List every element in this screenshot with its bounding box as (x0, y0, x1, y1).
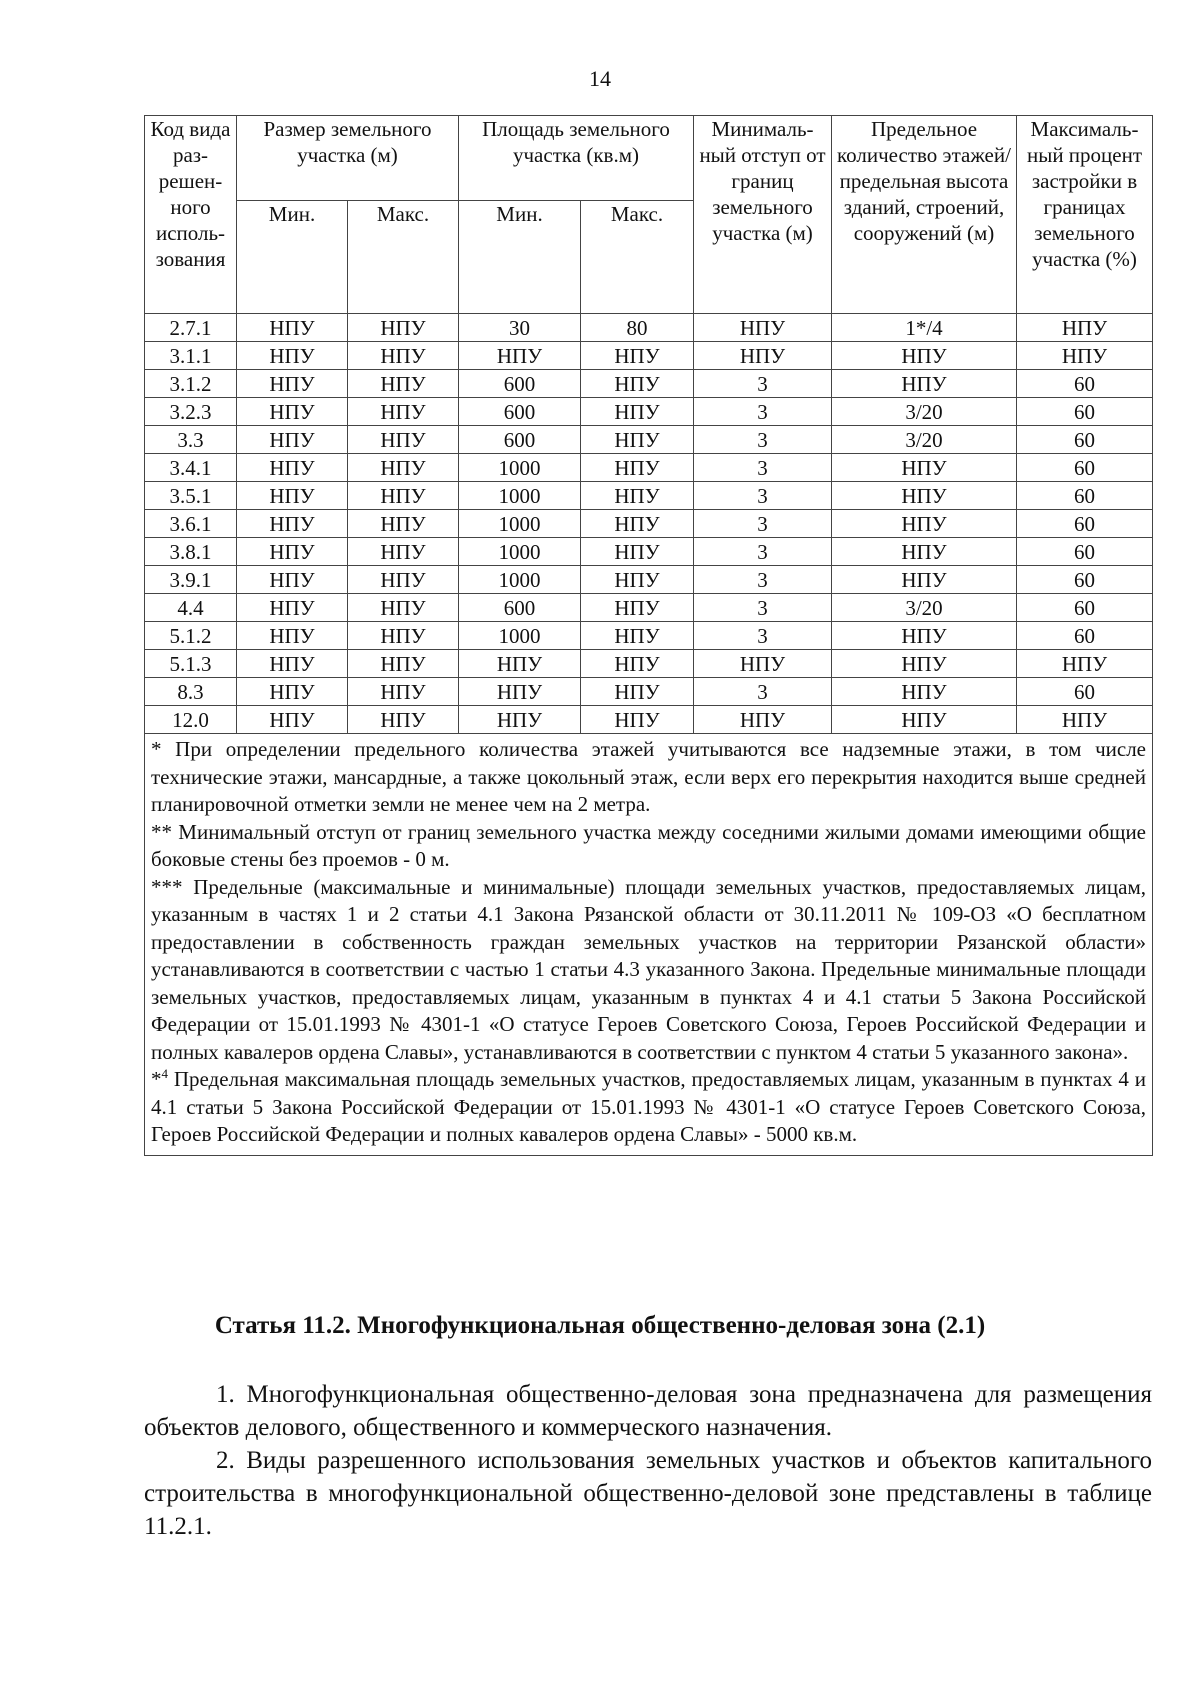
table-cell: 1000 (459, 566, 581, 594)
table-cell: 600 (459, 398, 581, 426)
header-size-min: Мин. (237, 201, 348, 314)
table-cell: 60 (1017, 566, 1153, 594)
table-cell: НПУ (694, 342, 832, 370)
note-4-mark: * (151, 1067, 162, 1091)
table-row (145, 678, 1153, 706)
table-body (145, 314, 1153, 734)
table-cell: НПУ (237, 538, 348, 566)
table-cell: 3/20 (832, 594, 1017, 622)
note-1: * При определении предельного количества этажей учитываются все надземные этажи, в том числе технические этажи, мансардные, а также цокольный этаж, если верх его перекрытия находится выше средней планировочной отметки земли не менее чем на 2 метра. (151, 737, 1146, 816)
table-cell: 60 (1017, 510, 1153, 538)
table-cell: НПУ (237, 650, 348, 678)
table-cell: НПУ (237, 426, 348, 454)
table-cell: НПУ (348, 622, 459, 650)
header-size-max: Макс. (348, 201, 459, 314)
table-cell: НПУ (694, 650, 832, 678)
table-cell: НПУ (581, 510, 694, 538)
table-row (145, 370, 1153, 398)
paragraph-1: 1. Многофункциональная общественно-деловая зона предназначена для размещения объектов делового, общественного и коммерческого назначения. (144, 1381, 1152, 1441)
table-cell: 1000 (459, 510, 581, 538)
table-cell: НПУ (1017, 342, 1153, 370)
table-cell: НПУ (581, 594, 694, 622)
table-cell: 60 (1017, 678, 1153, 706)
table-cell: НПУ (832, 706, 1017, 734)
table-cell: НПУ (832, 538, 1017, 566)
table-cell: НПУ (581, 566, 694, 594)
table-cell: НПУ (237, 622, 348, 650)
table-cell: 3 (694, 454, 832, 482)
table-row (145, 426, 1153, 454)
table-cell: НПУ (348, 678, 459, 706)
table-cell: НПУ (348, 482, 459, 510)
row-code-cell: 5.1.2 (145, 622, 237, 650)
table-cell: 80 (581, 314, 694, 342)
table-cell: 3/20 (832, 426, 1017, 454)
table-cell: 3 (694, 370, 832, 398)
table-cell: НПУ (581, 650, 694, 678)
parameters-table (144, 115, 1153, 1156)
table-cell: НПУ (832, 678, 1017, 706)
table-cell: НПУ (832, 566, 1017, 594)
table-cell: НПУ (581, 482, 694, 510)
header-area-max: Макс. (581, 201, 694, 314)
table-cell: НПУ (237, 678, 348, 706)
table-row (145, 314, 1153, 342)
table-cell: НПУ (581, 538, 694, 566)
table-cell: 1*/4 (832, 314, 1017, 342)
row-code-cell: 4.4 (145, 594, 237, 622)
row-code-cell: 5.1.3 (145, 650, 237, 678)
notes-cell (145, 734, 1153, 1156)
table-cell: 600 (459, 594, 581, 622)
table-cell: НПУ (581, 706, 694, 734)
table-cell: НПУ (1017, 706, 1153, 734)
table-cell: НПУ (348, 706, 459, 734)
table-cell: НПУ (581, 398, 694, 426)
table-cell: 60 (1017, 398, 1153, 426)
table-row (145, 538, 1153, 566)
header-floors: Предельное количество этажей/ предельная высота зданий, строений, сооружений (м) (832, 116, 1017, 314)
table-cell: НПУ (581, 678, 694, 706)
table-cell: НПУ (832, 482, 1017, 510)
table-cell: 600 (459, 370, 581, 398)
table-cell: НПУ (581, 342, 694, 370)
table-row (145, 594, 1153, 622)
table-cell: НПУ (348, 314, 459, 342)
table-cell: НПУ (237, 454, 348, 482)
row-code-cell: 3.3 (145, 426, 237, 454)
table-cell: 60 (1017, 622, 1153, 650)
row-code-cell: 3.1.2 (145, 370, 237, 398)
note-4-sup: 4 (161, 1066, 168, 1081)
header-code: Код вида раз-решен-ного исполь-зования (145, 116, 237, 314)
table-cell: НПУ (459, 342, 581, 370)
table-cell: 3 (694, 594, 832, 622)
table-cell: 3/20 (832, 398, 1017, 426)
table-cell: НПУ (459, 706, 581, 734)
table-cell: 3 (694, 426, 832, 454)
table-cell: НПУ (348, 650, 459, 678)
table-cell: НПУ (237, 566, 348, 594)
table-cell: НПУ (348, 398, 459, 426)
table-cell: НПУ (348, 594, 459, 622)
table-cell: НПУ (348, 370, 459, 398)
table-cell: НПУ (237, 594, 348, 622)
table-cell: 3 (694, 398, 832, 426)
table-cell: НПУ (832, 370, 1017, 398)
table-cell: 3 (694, 510, 832, 538)
table-cell: НПУ (348, 426, 459, 454)
table-cell: НПУ (237, 482, 348, 510)
table-cell: 60 (1017, 538, 1153, 566)
table-row (145, 650, 1153, 678)
table-cell: НПУ (459, 650, 581, 678)
table-cell: 60 (1017, 454, 1153, 482)
table-cell: НПУ (832, 650, 1017, 678)
table-cell: НПУ (348, 454, 459, 482)
table-row (145, 622, 1153, 650)
table-row (145, 342, 1153, 370)
table-cell: 3 (694, 482, 832, 510)
table-cell: НПУ (237, 510, 348, 538)
table-cell: 60 (1017, 482, 1153, 510)
table-cell: НПУ (581, 622, 694, 650)
table-row (145, 398, 1153, 426)
paragraph-2: 2. Виды разрешенного использования земельных участков и объектов капитального строительства в многофункциональной общественно-деловой зоне представлены в таблице 11.2.1. (144, 1447, 1152, 1540)
row-code-cell: 3.5.1 (145, 482, 237, 510)
table-cell: 60 (1017, 594, 1153, 622)
table-cell: НПУ (694, 314, 832, 342)
row-code-cell: 8.3 (145, 678, 237, 706)
table-row (145, 454, 1153, 482)
row-code-cell: 3.8.1 (145, 538, 237, 566)
table-cell: НПУ (581, 426, 694, 454)
table-cell: НПУ (832, 510, 1017, 538)
table-row (145, 510, 1153, 538)
table-cell: НПУ (581, 454, 694, 482)
table-cell: НПУ (348, 538, 459, 566)
header-setback: Минималь-ный отступ от границ земельного участка (м) (694, 116, 832, 314)
header-area-min: Мин. (459, 201, 581, 314)
table-cell: НПУ (832, 454, 1017, 482)
table-row (145, 482, 1153, 510)
article-title: Статья 11.2. Многофункциональная общественно-деловая зона (2.1) (214, 1312, 986, 1339)
row-code-cell: 3.1.1 (145, 342, 237, 370)
table-cell: 3 (694, 538, 832, 566)
table-cell: НПУ (1017, 650, 1153, 678)
header-coverage: Максималь-ный процент застройки в границах земельного участка (%) (1017, 116, 1153, 314)
row-code-cell: 3.9.1 (145, 566, 237, 594)
table-cell: 1000 (459, 482, 581, 510)
table-cell: 30 (459, 314, 581, 342)
note-3: *** Предельные (максимальные и минимальные) площади земельных участков, предоставляемых лицам, указанным в частях 1 и 2 статьи 4.1 Закона Рязанской области от 30.11.2011 № 109-ОЗ «О бесплатном предоставлении в собственность граждан земельных участков на территории Рязанской области» устанавливаются в соответствии с частью 1 статьи 4.3 указанного Закона. Предельные минимальные площади земельных участков, предоставляемых лицам, указанным в пунктах 4 и 4.1 статьи 5 Закона Российской Федерации от 15.01.1993 № 4301-1 «О статусе Героев Советского Союза, Героев Российской Федерации и полных кавалеров ордена Славы», устанавливаются в соответствии с пунктом 4 статьи 5 указанного закона». (151, 874, 1146, 1064)
table-row (145, 706, 1153, 734)
row-code-cell: 3.6.1 (145, 510, 237, 538)
header-area: Площадь земельного участка (кв.м) (459, 116, 694, 201)
table-cell: НПУ (348, 342, 459, 370)
note-4-text: Предельная максимальная площадь земельных участков, предоставляемых лицам, указанным в пунктах 4 и 4.1 статьи 5 Закона Российской Федерации от 15.01.1993 № 4301-1 «О статусе Героев Советского Союза, Героев Российской Федерации и полных кавалеров ордена Славы» - 5000 кв.м. (151, 1067, 1146, 1146)
note-4 (151, 1066, 1146, 1149)
table-cell: 3 (694, 678, 832, 706)
table-cell: НПУ (832, 622, 1017, 650)
table-cell: НПУ (694, 706, 832, 734)
table-cell: 1000 (459, 538, 581, 566)
table-cell: НПУ (348, 566, 459, 594)
table-cell: НПУ (459, 678, 581, 706)
table-row (145, 566, 1153, 594)
table-cell: НПУ (237, 370, 348, 398)
table-cell: НПУ (237, 398, 348, 426)
table-cell: 600 (459, 426, 581, 454)
row-code-cell: 2.7.1 (145, 314, 237, 342)
row-code-cell: 3.4.1 (145, 454, 237, 482)
table-cell: 3 (694, 622, 832, 650)
table-cell: НПУ (237, 706, 348, 734)
row-code-cell: 12.0 (145, 706, 237, 734)
row-code-cell: 3.2.3 (145, 398, 237, 426)
table-cell: 3 (694, 566, 832, 594)
table-cell: НПУ (581, 370, 694, 398)
table-cell: НПУ (348, 510, 459, 538)
table-cell: НПУ (1017, 314, 1153, 342)
table-cell: 60 (1017, 370, 1153, 398)
table-cell: НПУ (832, 342, 1017, 370)
table-cell: НПУ (237, 342, 348, 370)
table-cell: 1000 (459, 622, 581, 650)
table-cell: 1000 (459, 454, 581, 482)
header-size: Размер земельного участка (м) (237, 116, 459, 201)
page-number: 14 (589, 66, 611, 91)
table-cell: НПУ (237, 314, 348, 342)
note-2: ** Минимальный отступ от границ земельного участка между соседними жилыми домами имеющими общие боковые стены без проемов - 0 м. (151, 819, 1146, 871)
table-cell: 60 (1017, 426, 1153, 454)
